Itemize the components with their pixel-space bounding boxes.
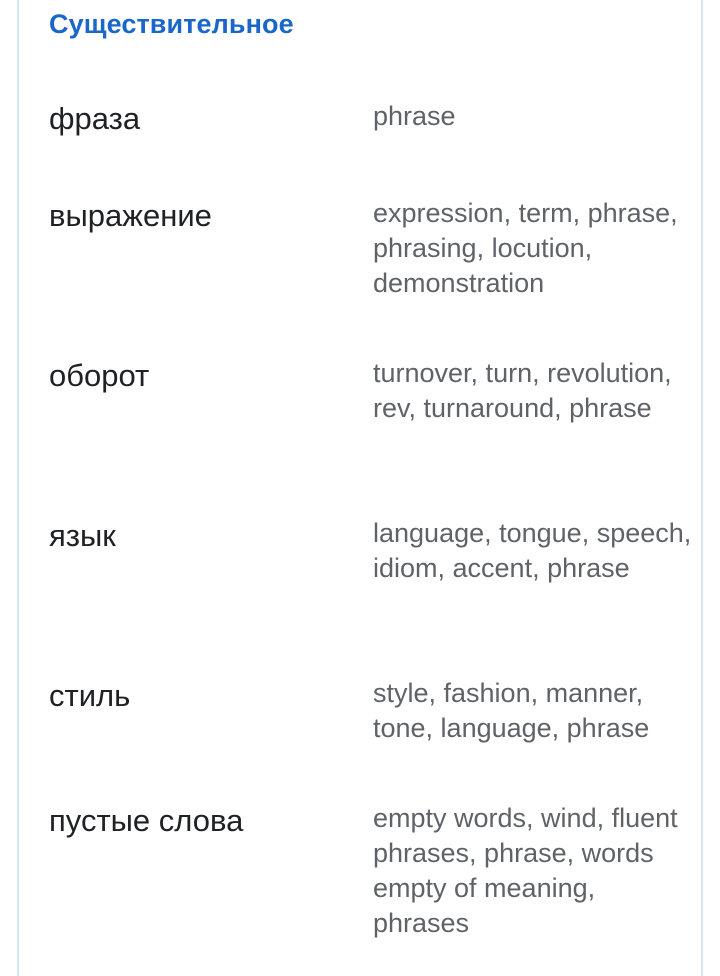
translations: style, fashion, manner, tone, language, phrase	[373, 678, 650, 743]
source-word: оборот	[49, 358, 150, 393]
source-word: фраза	[49, 101, 141, 136]
translations: language, tongue, speech, idiom, accent, phrase	[373, 518, 692, 583]
translations: expression, term, phrase, phrasing, locution, demonstration	[373, 198, 678, 298]
source-word: язык	[49, 518, 116, 553]
source-word: пустые слова	[49, 803, 244, 838]
dictionary-card	[17, 0, 703, 976]
translations: turnover, turn, revolution, rev, turnaround, phrase	[373, 358, 672, 423]
translations: empty words, wind, fluent phrases, phrase, words empty of meaning, phrases	[373, 803, 678, 938]
translations: phrase	[373, 101, 456, 131]
source-word: выражение	[49, 198, 212, 233]
source-word: стиль	[49, 678, 131, 713]
part-of-speech-heading: Существительное	[49, 9, 294, 39]
